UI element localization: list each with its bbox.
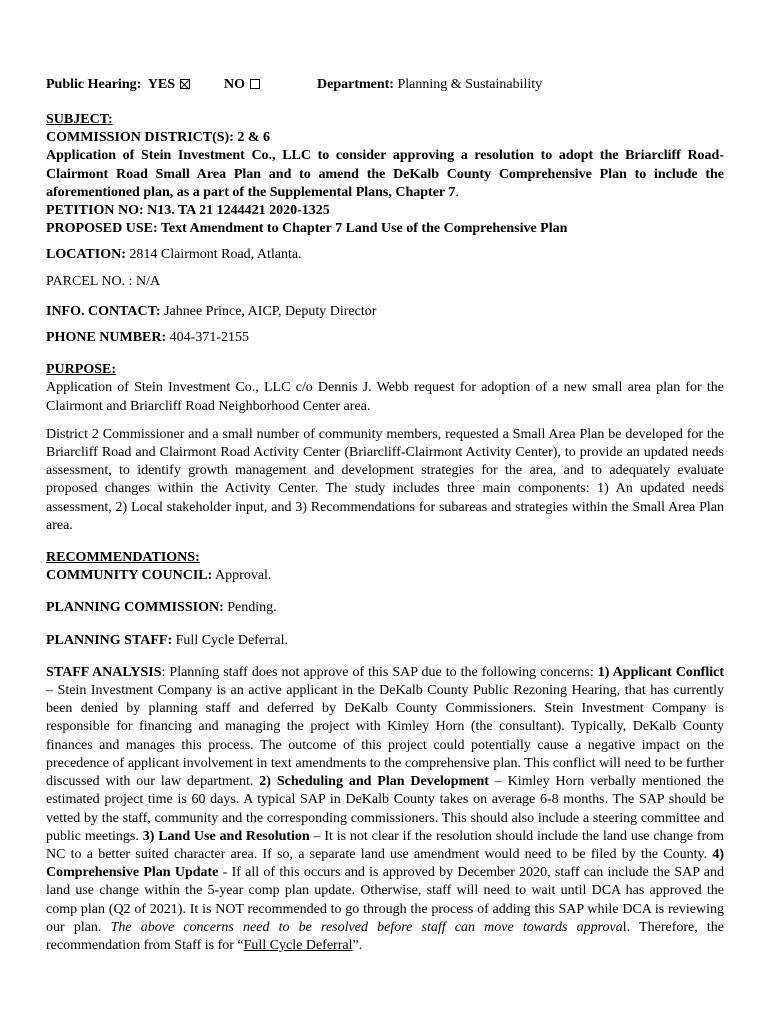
recommendation-lead: l. Therefore, the recommendation from Staff is for “ — [46, 919, 725, 953]
department-value: Planning & Sustainability — [397, 77, 543, 92]
purpose-paragraph-2: District 2 Commissioner and a small number of community members, requested a Small Area Plan be developed for the Briarcliff Road and Clairmont Road Activity Center (Briarcliff-Clairmont Activity Center), to provide an updated needs assessment, to identify growth management and development strategies for the area, and to adequately evaluate proposed changes within the Activity Center. The study includes three main components: 1) An updated needs assessment, 2) Local stakeholder input, and 3) Recommendations for subareas and strategies within the Small Area Plan area. — [46, 426, 724, 533]
contact-value: Jahnee Prince, AICP, Deputy Director — [164, 303, 377, 319]
contact-label: INFO. CONTACT: — [46, 303, 161, 319]
planning-staff-label: PLANNING STAFF: — [46, 632, 173, 648]
yes-checked-box-icon — [180, 79, 190, 89]
application-bold: Application of Stein Investment Co., LLC to consider approving a resolution to adopt the Briarcliff Road-Clairmont Road Small Area Plan and to amend the DeKalb County Comprehensive Plan to include the aforementioned plan, as a part of the Supplemental Plans, Chapter 7 — [46, 148, 724, 200]
no-option — [224, 76, 260, 94]
parcel-number: PARCEL NO. : N/A — [46, 273, 161, 289]
petition-number: PETITION NO: N13. TA 21 1244421 2020-1325 — [46, 203, 330, 219]
closing-quote: ”. — [352, 937, 363, 953]
community-council-value: Approval. — [215, 568, 272, 584]
header-line — [46, 76, 724, 96]
concern-4-text: - If all of this occurs and is approved by December 2020, staff can include the SAP and land use change within the 5-year comp plan update. Otherwise, staff will need to wait until DCA has approved the comp plan (Q2 of 2021). It is NOT recommended to go through the process of adding this SAP while DCA is reviewing our plan. — [46, 865, 724, 935]
planning-staff — [46, 632, 724, 650]
location-label: LOCATION: — [46, 247, 126, 263]
recommendations-heading: RECOMMENDATIONS: — [46, 550, 200, 566]
department-label: Department: — [317, 77, 394, 92]
concern-1-title: 1) Applicant Conflict — [597, 664, 725, 680]
staff-analysis-label: STAFF ANALYSIS — [46, 664, 162, 680]
subject-heading: SUBJECT: — [46, 112, 113, 127]
location — [46, 246, 724, 264]
planning-staff-value: Full Cycle Deferral. — [175, 632, 288, 648]
concern-3-text: – It is not clear if the resolution should include the land use change from NC to a better suited character area. If so, a separate land use amendment would need to be filed by the County. — [46, 828, 725, 862]
no-empty-box-icon — [250, 79, 260, 89]
phone-label: PHONE NUMBER: — [46, 330, 167, 346]
public-hearing — [46, 76, 190, 94]
yes-label: YES — [147, 77, 175, 92]
concern-2-text: – Kimley Horn verbally mentioned the estimated project time is 60 days. A typical SAP in DeKalb County takes on average 6-8 months. The SAP should be vetted by the staff, community and the corresponding commissioners. This should also include a steering committee and public meetings. — [46, 774, 725, 844]
planning-commission-value: Pending. — [227, 600, 277, 616]
proposed-use: PROPOSED USE: Text Amendment to Chapter 7 Land Use of the Comprehensive Plan — [46, 221, 568, 237]
concern-2-title: 2) Scheduling and Plan Development — [259, 774, 489, 790]
full-cycle-deferral: Full Cycle Deferral — [243, 937, 353, 953]
planning-commission — [46, 599, 724, 617]
concern-3-title: 3) Land Use and Resolution — [142, 828, 310, 844]
commission-districts: COMMISSION DISTRICT(S): 2 & 6 — [46, 130, 271, 146]
staff-analysis-intro: : Planning staff does not approve of this SAP due to the following concerns: — [161, 664, 598, 680]
community-council — [46, 567, 724, 585]
planning-commission-label: PLANNING COMMISSION: — [46, 600, 224, 616]
public-hearing-label: Public Hearing: — [46, 77, 142, 92]
info-contact — [46, 303, 724, 321]
location-value: 2814 Clairmont Road, Atlanta. — [129, 247, 302, 263]
no-label: NO — [224, 77, 245, 92]
application-text: Application of Stein Investment Co., LLC to consider approving a resolution to adopt the Briarcliff Road-Clairmont Road Small Area Plan and to amend the DeKalb County Comprehensive Plan to include the aforementioned plan, as a part of the Supplemental Plans, Chapter 7. — [46, 148, 724, 200]
phone-number — [46, 329, 724, 347]
concern-4-title: 4) Comprehensive Plan Update — [46, 846, 724, 881]
community-council-label: COMMUNITY COUNCIL: — [46, 568, 213, 584]
purpose-heading: PURPOSE: — [46, 362, 116, 378]
concern-1-text: – Stein Investment Company is an active applicant in the DeKalb County Public Rezoning Hearing, that has currently been denied by planning staff and deferred by DeKalb County Commissioners. Stein Investment Company is responsible for financing and managing the project with Kimley Horn (the consultant). Typically, DeKalb County finances and manages this process. The outcome of this project could potentially cause a negative impact on the precedence of applicant involvement in text amendments to the comprehensive plan. This conflict will need to be further discussed with our law department. — [46, 683, 724, 790]
phone-value: 404-371-2155 — [169, 330, 249, 346]
concerns-italic-note: The above concerns need to be resolved before staff can move towards approva — [110, 919, 623, 935]
department — [317, 76, 542, 94]
document-body — [46, 111, 724, 955]
staff-analysis-paragraph — [46, 664, 724, 955]
purpose-paragraph-1: Application of Stein Investment Co., LLC c/o Dennis J. Webb request for adoption of a new small area plan for the Clairmont and Briarcliff Road Neighborhood Center area. — [46, 380, 724, 414]
